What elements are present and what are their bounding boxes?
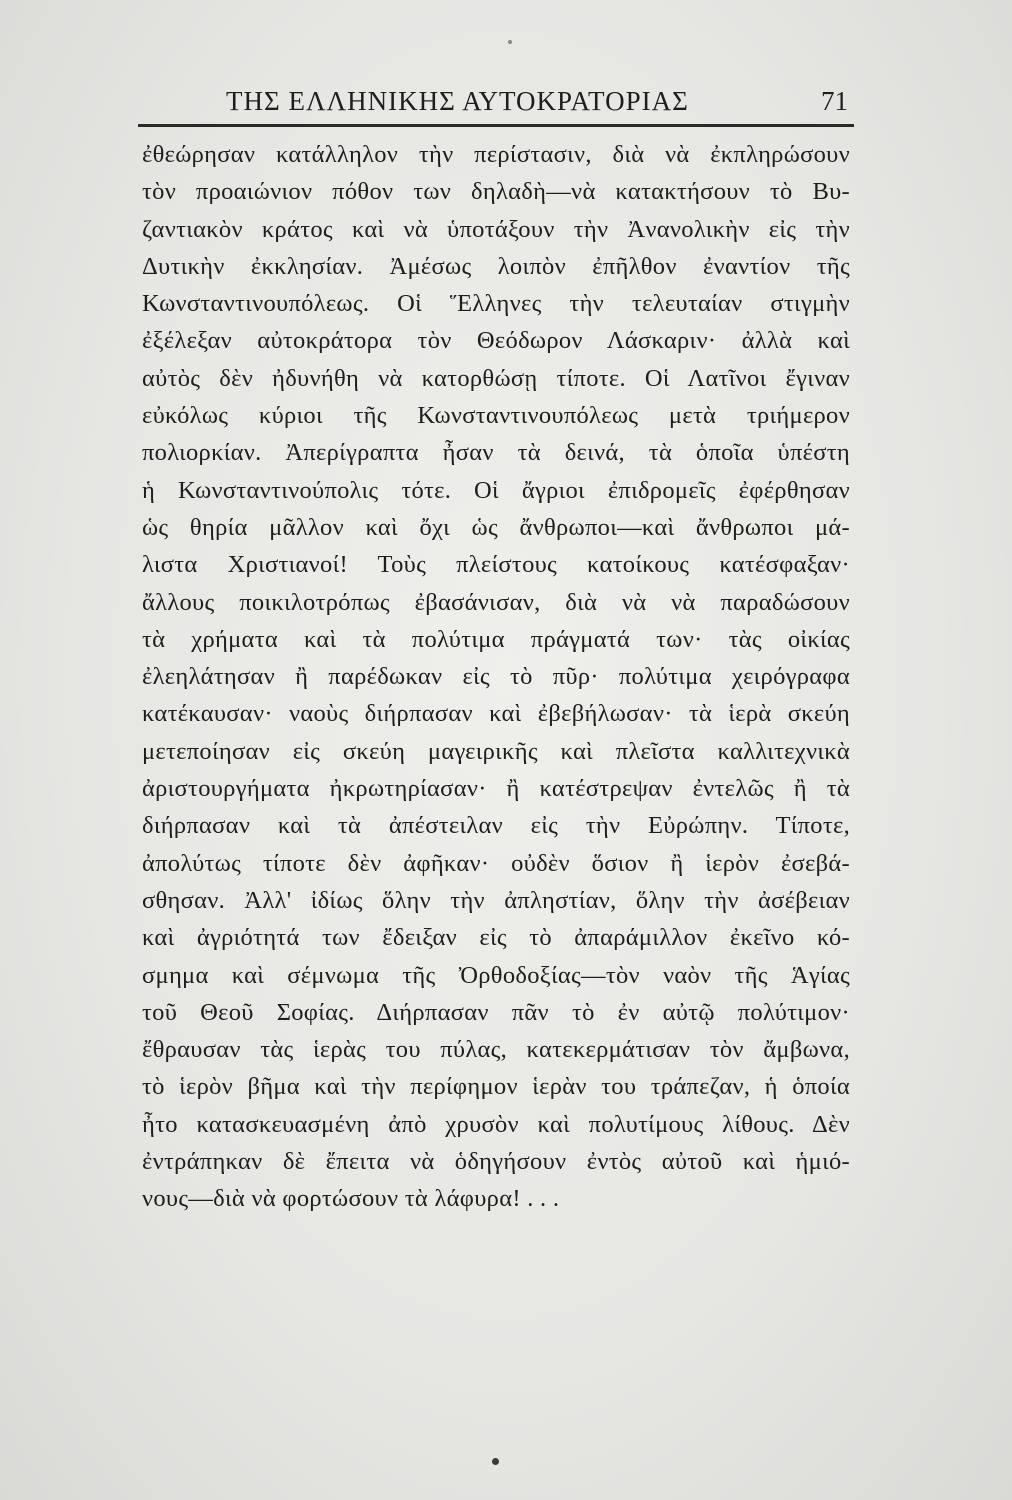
text-line: ἡ Κωνσταντινούπολις τότε. Οἱ ἄγριοι ἐπιδρομεῖς ἐφέρθησαν bbox=[142, 476, 850, 504]
text-line: διήρπασαν καὶ τὰ ἀπέστειλαν εἰς τὴν Εὐρώπην. Τίποτε, bbox=[142, 812, 850, 840]
text-line: τὰ χρήματα καὶ τὰ πολύτιμα πράγματά των· τὰς οἰκίας bbox=[142, 625, 850, 653]
text-line: ἐξέλεξαν αὐτοκράτορα τὸν Θεόδωρον Λάσκαριν· ἀλλὰ καὶ bbox=[142, 327, 850, 355]
text-line: ἄλλους ποικιλοτρόπως ἐβασάνισαν, διὰ νὰ νὰ παραδώσουν bbox=[142, 588, 850, 616]
text-line: καὶ ἀγριότητά των ἔδειξαν εἰς τὸ ἀπαράμιλλον ἐκεῖνο κό- bbox=[142, 924, 850, 952]
text-line: σθησαν. Ἀλλ' ἰδίως ὅλην τὴν ἀπληστίαν, ὅλην τὴν ἀσέβειαν bbox=[142, 886, 850, 914]
page-header bbox=[140, 86, 852, 122]
text-line: μετεποίησαν εἰς σκεύη μαγειρικῆς καὶ πλεῖστα καλλιτεχνικὰ bbox=[142, 737, 850, 765]
print-speck bbox=[492, 1458, 499, 1465]
text-line: ἔθραυσαν τὰς ἱερὰς του πύλας, κατεκερμάτισαν τὸν ἄμβωνα, bbox=[142, 1036, 850, 1064]
text-line: ἐντράπηκαν δὲ ἔπειτα νὰ ὁδηγήσουν ἐντὸς αὐτοῦ καὶ ἡμιό- bbox=[142, 1148, 850, 1176]
text-line: ὡς θηρία μᾶλλον καὶ ὄχι ὡς ἄνθρωποι—καὶ ἄνθρωποι μά- bbox=[142, 513, 850, 541]
text-line: ἦτο κατασκευασμένη ἀπὸ χρυσὸν καὶ πολυτίμους λίθους. Δὲν bbox=[142, 1110, 850, 1138]
text-line: ἀριστουργήματα ἠκρωτηρίασαν· ἢ κατέστρεψαν ἐντελῶς ἢ τὰ bbox=[142, 775, 850, 803]
text-line: τοῦ Θεοῦ Σοφίας. Διήρπασαν πᾶν τὸ ἐν αὐτῷ πολύτιμον· bbox=[142, 998, 850, 1026]
page-number: 71 bbox=[821, 86, 848, 116]
text-line-final: νους—διὰ νὰ φορτώσουν τὰ λάφυρα! . . . bbox=[142, 1185, 560, 1213]
text-line: τὸν προαιώνιον πόθον των δηλαδὴ—νὰ κατακτήσουν τὸ Βυ- bbox=[142, 178, 850, 206]
text-line: ζαντιακὸν κράτος καὶ νὰ ὑποτάξουν τὴν Ἀνανολικὴν εἰς τὴν bbox=[142, 215, 850, 243]
text-line: ἀπολύτως τίποτε δὲν ἀφῆκαν· οὐδὲν ὅσιον ἢ ἱερὸν ἐσεβά- bbox=[142, 849, 850, 877]
header-rule bbox=[138, 124, 854, 127]
text-line: εὐκόλως κύριοι τῆς Κωνσταντινουπόλεως μετὰ τριήμερον bbox=[142, 402, 850, 430]
print-speck bbox=[508, 40, 512, 44]
text-line: ἐθεώρησαν κατάλληλον τὴν περίστασιν, διὰ νὰ ἐκπληρώσουν bbox=[142, 141, 850, 168]
text-line: Δυτικὴν ἐκκλησίαν. Ἀμέσως λοιπὸν ἐπῆλθον ἐναντίον τῆς bbox=[142, 252, 850, 280]
body-text bbox=[142, 136, 850, 1218]
text-line: σμημα καὶ σέμνωμα τῆς Ὀρθοδοξίας—τὸν ναὸν τῆς Ἁγίας bbox=[142, 961, 850, 989]
running-head: ΤΗΣ ΕΛΛΗΝΙΚΗΣ ΑΥΤΟΚΡΑΤΟΡΙΑΣ bbox=[226, 86, 689, 116]
text-line: λιστα Χριστιανοί! Τοὺς πλείστους κατοίκους κατέσφαξαν· bbox=[142, 551, 850, 579]
text-line: κατέκαυσαν· ναοὺς διήρπασαν καὶ ἐβεβήλωσαν· τὰ ἱερὰ σκεύη bbox=[142, 700, 850, 728]
text-line: τὸ ἱερὸν βῆμα καὶ τὴν περίφημον ἱερὰν του τράπεζαν, ἡ ὁποία bbox=[142, 1073, 850, 1101]
text-line: ἐλεηλάτησαν ἢ παρέδωκαν εἰς τὸ πῦρ· πολύτιμα χειρόγραφα bbox=[142, 663, 850, 691]
text-line: πολιορκίαν. Ἀπερίγραπτα ἦσαν τὰ δεινά, τὰ ὁποῖα ὑπέστη bbox=[142, 439, 850, 467]
text-line: αὐτὸς δὲν ἠδυνήθη νὰ κατορθώσῃ τίποτε. Οἱ Λατῖνοι ἔγιναν bbox=[142, 364, 850, 392]
text-line: Κωνσταντινουπόλεως. Οἱ Ἕλληνες τὴν τελευταίαν στιγμὴν bbox=[142, 290, 850, 318]
